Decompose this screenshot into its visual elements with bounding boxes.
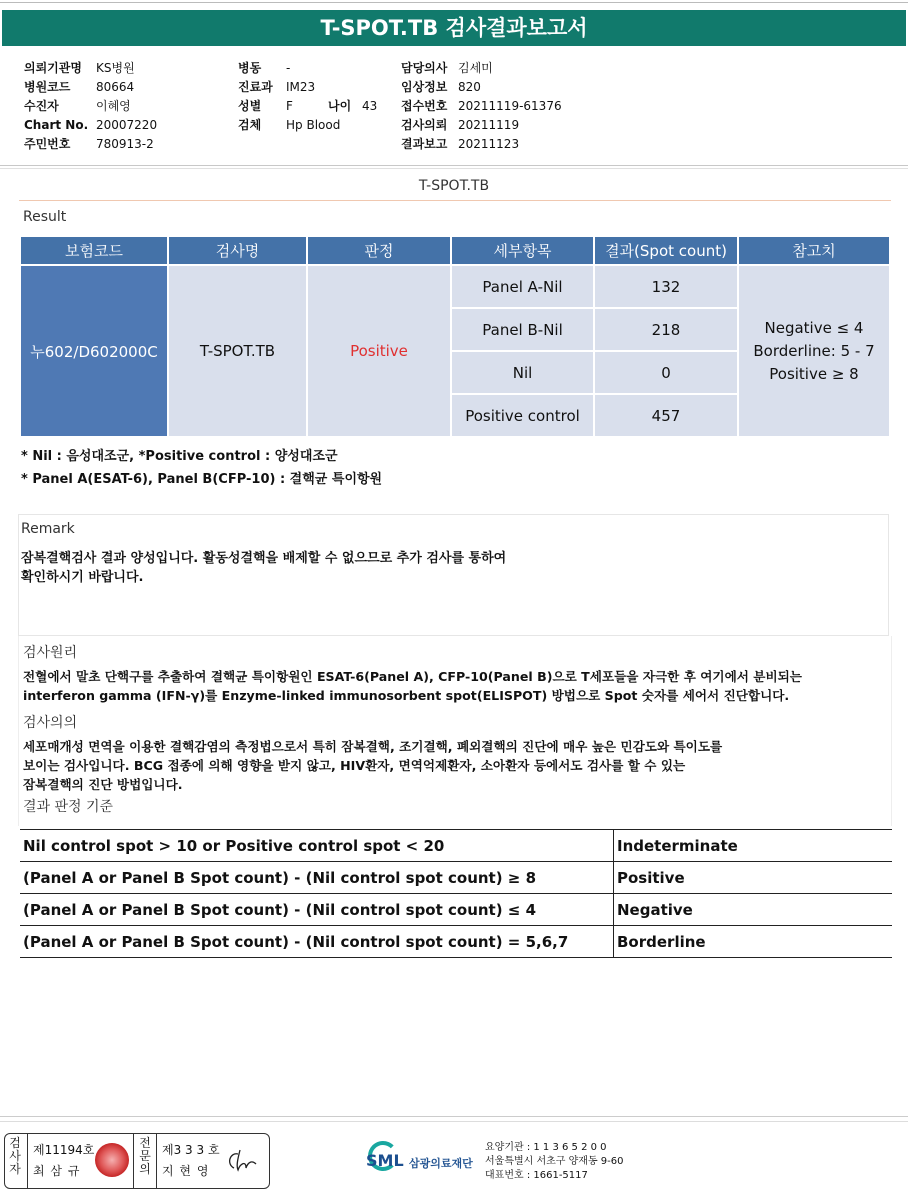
result-header-row	[21, 237, 889, 264]
org-code: 요양기관 : 1 1 3 6 5 2 0 0	[485, 1142, 607, 1153]
cell-count: 457	[595, 395, 737, 436]
th-item: 세부항목	[452, 237, 593, 264]
cell-item: Panel B-Nil	[452, 309, 593, 350]
inspector-name: 최 삼 규	[33, 1164, 81, 1178]
cell-count: 132	[595, 266, 737, 307]
value-department: IM23	[286, 80, 316, 94]
result-table	[19, 235, 891, 438]
inspector-label	[8, 1137, 22, 1176]
value-chart-no: 20007220	[96, 118, 158, 132]
label-request-date: 검사의뢰	[401, 118, 448, 132]
official-seal-icon	[95, 1143, 129, 1177]
cell-item: Panel A-Nil	[452, 266, 593, 307]
doctor-name: 지 현 영	[162, 1164, 210, 1178]
label-clinical-info: 임상정보	[401, 80, 448, 94]
doctor-no: 제3 3 3 호	[162, 1143, 220, 1157]
label-hospital: 의뢰기관명	[24, 61, 82, 75]
value-specimen: Hp Blood	[286, 118, 341, 132]
th-judgement: 판정	[308, 237, 450, 264]
remark-line: 확인하시기 바랍니다.	[21, 570, 144, 585]
value-age: 43	[362, 99, 378, 113]
criteria-label: 결과 판정 기준	[23, 799, 114, 815]
cell-count: 218	[595, 309, 737, 350]
logo-sml-text: SML	[366, 1151, 404, 1170]
label-department: 진료과	[238, 80, 273, 94]
th-code: 보험코드	[21, 237, 167, 264]
criteria-condition: (Panel A or Panel B Spot count) - (Nil control spot count) ≤ 4	[20, 894, 614, 926]
label-patient: 수진자	[24, 99, 59, 113]
doctor-label-text: 전문의	[139, 1136, 151, 1176]
value-clinical-info: 820	[458, 80, 481, 94]
value-ward: -	[286, 61, 291, 75]
th-test-name: 검사명	[169, 237, 306, 264]
report-title: T-SPOT.TB 검사결과보고서	[2, 10, 906, 46]
inspector-no: 제11194호	[33, 1143, 95, 1157]
criteria-result: Indeterminate	[614, 830, 893, 862]
label-sex: 성별	[238, 99, 262, 113]
cell-judgement: Positive	[308, 266, 450, 436]
criteria-result: Negative	[614, 894, 893, 926]
footer-divider	[0, 1116, 908, 1117]
significance-line: 보이는 검사입니다. BCG 접종에 의해 영향을 받지 않고, HIV환자, 면역억제환자, 소아환자 등에서도 검사를 할 수 있는	[23, 758, 686, 773]
value-sex: F	[286, 99, 293, 113]
value-hospital-code: 80664	[96, 80, 135, 94]
significance-line: 잠복결핵의 진단 방법입니다.	[23, 777, 183, 792]
sig-divider-2	[133, 1134, 134, 1188]
th-spot-count: 결과(Spot count)	[595, 237, 737, 264]
cell-item: Positive control	[452, 395, 593, 436]
principle-text	[23, 667, 802, 705]
label-age: 나이	[328, 99, 352, 113]
table-row	[20, 894, 892, 926]
value-doctor: 김세미	[458, 61, 493, 75]
doctor-label	[138, 1137, 152, 1176]
label-chart-no: Chart No.	[24, 118, 89, 132]
label-specimen: 검체	[238, 118, 262, 132]
criteria-condition: (Panel A or Panel B Spot count) - (Nil control spot count) ≥ 8	[20, 862, 614, 894]
th-reference: 참고치	[739, 237, 889, 264]
remark-text	[21, 549, 506, 587]
significance-line: 세포매개성 면역을 이용한 결핵감염의 측정법으로서 특히 잠복결핵, 조기결핵, 폐외결핵의 진단에 매우 높은 민감도와 특이도를	[23, 739, 723, 754]
label-report-date: 결과보고	[401, 137, 448, 151]
header-col1	[24, 57, 157, 152]
table-row	[20, 830, 892, 862]
cell-count: 0	[595, 352, 737, 393]
section-title: T-SPOT.TB	[418, 178, 490, 194]
cell-reference	[739, 266, 889, 436]
label-resident-no: 주민번호	[24, 137, 71, 151]
criteria-result: Positive	[614, 862, 893, 894]
remark-line: 잠복결핵검사 결과 양성입니다. 활동성결핵을 배제할 수 없으므로 추가 검사를 통하여	[21, 551, 507, 566]
significance-text	[23, 737, 722, 794]
logo-org-name: 삼광의료재단	[409, 1157, 473, 1170]
remark-label: Remark	[21, 521, 75, 537]
sig-divider-1	[27, 1134, 28, 1188]
reference-negative: Negative ≤ 4	[764, 318, 864, 337]
criteria-condition: (Panel A or Panel B Spot count) - (Nil control spot count) = 5,6,7	[20, 926, 614, 958]
org-info	[485, 1141, 624, 1183]
criteria-condition: Nil control spot > 10 or Positive control spot < 20	[20, 830, 614, 862]
sig-divider-3	[156, 1134, 157, 1188]
cell-item: Nil	[452, 352, 593, 393]
criteria-result: Borderline	[614, 926, 893, 958]
explanation-box	[18, 636, 892, 826]
label-doctor: 담당의사	[401, 61, 448, 75]
label-ward: 병동	[238, 61, 262, 75]
value-patient: 이혜영	[96, 99, 131, 113]
org-address: 서울특별시 서초구 양재동 9-60	[485, 1156, 624, 1167]
principle-label: 검사원리	[23, 645, 78, 661]
value-resident-no: 780913-2	[96, 137, 154, 151]
label-hospital-code: 병원코드	[24, 80, 71, 94]
result-label: Result	[23, 209, 67, 225]
handwritten-signature-icon	[224, 1146, 260, 1176]
table-row	[20, 926, 892, 958]
value-receipt-no: 20211119-61376	[458, 99, 562, 113]
value-report-date: 20211123	[458, 137, 520, 151]
org-phone: 대표번호 : 1661-5117	[485, 1170, 588, 1181]
label-receipt-no: 접수번호	[401, 99, 448, 113]
header-divider	[0, 165, 908, 166]
reference-positive: Positive ≥ 8	[769, 364, 859, 383]
header-divider-2	[0, 168, 908, 169]
section-underline	[19, 200, 891, 201]
header-col2	[238, 57, 377, 133]
cell-test-name: T-SPOT.TB	[169, 266, 306, 436]
reference-borderline: Borderline: 5 - 7	[753, 341, 875, 360]
table-row	[21, 266, 889, 307]
note-controls: * Nil : 음성대조군, *Positive control : 양성대조군	[21, 449, 338, 464]
table-row	[20, 862, 892, 894]
top-border	[0, 2, 908, 3]
cell-code: 누602/D602000C	[21, 266, 167, 436]
value-hospital: KS병원	[96, 61, 135, 75]
inspector-label-text: 검사자	[9, 1136, 21, 1176]
principle-line: interferon gamma (IFN-γ)를 Enzyme-linked immunosorbent spot(ELISPOT) 방법으로 Spot 숫자를 세어서 진단합니다.	[23, 688, 790, 703]
header-col3	[401, 57, 562, 152]
significance-label: 검사의의	[23, 715, 78, 731]
principle-line: 전혈에서 말초 단핵구를 추출하여 결핵균 특이항원인 ESAT-6(Panel A), CFP-10(Panel B)으로 T세포들을 자극한 후 여기에서 분비되는	[23, 669, 802, 684]
criteria-table	[20, 829, 892, 958]
footer-divider-2	[0, 1121, 908, 1122]
value-request-date: 20211119	[458, 118, 520, 132]
note-panels: * Panel A(ESAT-6), Panel B(CFP-10) : 결핵균 특이항원	[21, 472, 383, 487]
